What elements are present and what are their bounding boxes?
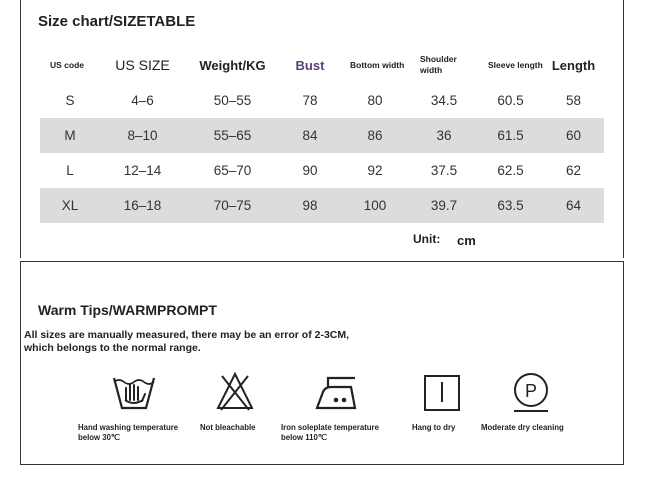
cell-sleeve: 62.5 xyxy=(497,163,524,178)
care-label-line1: Not bleachable xyxy=(200,423,256,432)
cell-weight: 65–70 xyxy=(213,163,252,178)
hang-dry-icon xyxy=(422,370,462,414)
cell-shoulder: 37.5 xyxy=(430,163,458,178)
cell-bottom: 86 xyxy=(340,118,410,153)
cell-us-size: 16–18 xyxy=(100,188,185,223)
cell-bottom: 80 xyxy=(367,93,383,108)
header-shoulder-width: Shoulder width xyxy=(420,54,457,75)
cell-us-size: 4–6 xyxy=(131,93,154,108)
cell-us-size: 8–10 xyxy=(100,118,185,153)
cell-weight: 70–75 xyxy=(185,188,280,223)
header-weight: Weight/KG xyxy=(199,57,266,73)
cell-code: S xyxy=(65,93,75,108)
header-bottom-width: Bottom width xyxy=(350,59,405,70)
cell-shoulder: 36 xyxy=(410,118,478,153)
table-header-row xyxy=(40,47,604,83)
cell-shoulder: 34.5 xyxy=(430,93,458,108)
care-label-line2: below 30℃ xyxy=(78,433,120,442)
care-no-bleach xyxy=(200,370,270,433)
care-label-line1: Iron soleplate temperature xyxy=(281,423,379,432)
cell-shoulder: 39.7 xyxy=(410,188,478,223)
cell-bust: 98 xyxy=(280,188,340,223)
cell-sleeve: 60.5 xyxy=(497,93,524,108)
frame-right-top xyxy=(623,0,624,258)
size-chart-title: Size chart/SIZETABLE xyxy=(38,13,196,30)
header-us-code: US code xyxy=(50,59,85,70)
cell-weight: 55–65 xyxy=(185,118,280,153)
cell-bust: 84 xyxy=(280,118,340,153)
tips-text-line2: which belongs to the normal range. xyxy=(24,342,201,354)
cell-code: L xyxy=(66,163,74,178)
tips-text-line1: All sizes are manually measured, there may be an error of 2-3CM, xyxy=(24,329,350,341)
header-length: Length xyxy=(551,57,596,73)
unit-label: Unit: xyxy=(413,232,441,246)
cell-code: XL xyxy=(40,188,100,223)
cell-sleeve: 61.5 xyxy=(478,118,543,153)
cell-length: 62 xyxy=(565,163,582,178)
frame-left-bottom xyxy=(20,262,21,464)
hand-wash-icon xyxy=(111,370,157,414)
cell-length: 58 xyxy=(565,93,582,108)
tips-text xyxy=(24,329,384,355)
cell-sleeve: 63.5 xyxy=(478,188,543,223)
care-label-line2: below 110℃ xyxy=(281,433,327,442)
cell-bottom: 92 xyxy=(367,163,383,178)
table-row xyxy=(40,118,604,153)
cell-length: 60 xyxy=(543,118,604,153)
frame-bottom xyxy=(20,464,624,465)
frame-right-bottom xyxy=(623,262,624,464)
section-divider xyxy=(20,261,624,262)
cell-weight: 50–55 xyxy=(213,93,252,108)
tips-title: Warm Tips/WARMPROMPT xyxy=(38,302,217,318)
header-bust: Bust xyxy=(295,57,325,73)
header-sleeve-length: Sleeve length xyxy=(488,59,543,70)
care-label-line1: Moderate dry cleaning xyxy=(481,423,564,432)
no-bleach-icon xyxy=(215,370,255,414)
cell-bottom: 100 xyxy=(340,188,410,223)
table-row xyxy=(40,153,604,188)
care-label-line1: Hand washing temperature xyxy=(78,423,179,432)
care-label-line1: Hang to dry xyxy=(412,423,456,432)
cell-bust: 90 xyxy=(302,163,318,178)
header-us-size: US SIZE xyxy=(115,57,170,73)
table-row xyxy=(40,188,604,223)
dry-clean-icon xyxy=(509,370,553,414)
iron-icon xyxy=(313,370,361,414)
care-hand-wash xyxy=(78,370,190,443)
care-hang-dry xyxy=(412,370,472,433)
size-table xyxy=(40,47,604,223)
care-dry-clean xyxy=(481,370,581,433)
table-row xyxy=(40,83,604,118)
cell-length: 64 xyxy=(543,188,604,223)
unit-value: cm xyxy=(457,233,476,248)
cell-us-size: 12–14 xyxy=(123,163,162,178)
svg-text:P: P xyxy=(524,381,538,401)
cell-bust: 78 xyxy=(302,93,318,108)
frame-left-top xyxy=(20,0,21,258)
care-iron xyxy=(281,370,393,443)
cell-code: M xyxy=(40,118,100,153)
